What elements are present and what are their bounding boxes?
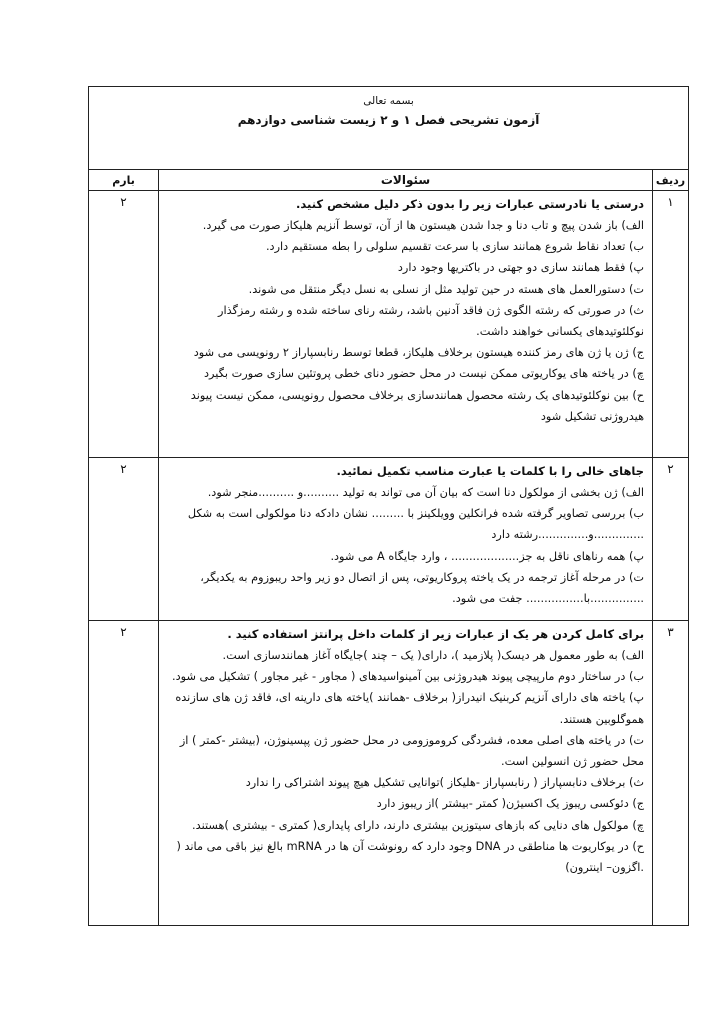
question-item: پ) همه رناهای ناقل به جز................... ، وارد جایگاه A می شود.: [330, 549, 645, 563]
question-item: الف) باز شدن پیچ و تاب دنا و جدا شدن هیستون ها از آن، توسط آنزیم هلیکاز صورت می گیرد.: [202, 219, 645, 232]
question-item: چ) مولکول های دنایی که بازهای سیتوزین بیشتری دارند، دارای پایداری( کمتری - بیشتری )هستند.: [192, 818, 645, 832]
exam-table: [88, 86, 689, 926]
exam-header-row: [89, 87, 689, 170]
exam-header: [89, 87, 689, 170]
question-item: ت) در یاخته های اصلی معده، فشردگی کروموزومی در محل حضور ژن پپسینوژن، (بیشتر -کمتر ) از محل حضور ژن انسولین است.: [179, 733, 645, 769]
question-instruction: جاهای خالی را با کلمات یا عبارت مناسب تکمیل نمائید.: [336, 464, 645, 478]
question-item: ج) دئوکسی ریبوز یک اکسیژن( کمتر -بیشتر )از ریبوز دارد: [376, 797, 645, 811]
question-item: ت) دستورالعمل های هسته در حین تولید مثل از نسلی به نسل دیگر منتقل می شوند.: [248, 282, 645, 296]
question-row-3: [89, 621, 689, 926]
exam-title: آزمون تشریحی فصل ۱ و ۲ زیست شناسی دوازدهم: [237, 113, 540, 127]
question-body: [159, 458, 653, 621]
question-item: ح) در یوکاریوت ها مناطقی در DNA وجود دارد که رونوشت آن ها در mRNA بالغ نیز باقی می ماند ( .اگزون– اینترون): [176, 839, 645, 875]
question-instruction: برای کامل کردن هر یک از عبارات زیر از کلمات داخل پرانتز استفاده کنید .: [227, 627, 645, 641]
score-column-header: بارم: [89, 170, 159, 191]
question-instruction: درستی یا نادرستی عبارات زیر را بدون ذکر دلیل مشخص کنید.: [296, 197, 645, 211]
question-item: الف) ژن بخشی از مولکول دنا است که بیان آن می تواند به تولید ..........و ..........منجر شود.: [207, 486, 645, 499]
question-number: ۱: [653, 191, 689, 458]
question-body: [159, 621, 653, 926]
question-row-1: [89, 191, 689, 458]
question-item: ت) در مرحله آغاز ترجمه در یک یاخته پروکاریوتی، پس از اتصال دو زیر واحد ریبوزوم به یکدیگر، ...............با................ جفت می شود.: [200, 570, 645, 606]
question-item: چ) در یاخته های یوکاریوتی ممکن نیست در محل حضور دنای خطی پروتئین سازی صورت بگیرد: [204, 367, 645, 381]
question-body: [159, 191, 653, 458]
question-score: ۲: [89, 621, 159, 926]
question-item: ث) برخلاف دنابسپاراز ( رنابسپاراز -هلیکاز )توانایی تشکیل هیچ پیوند اشتراکی را ندارد: [245, 776, 645, 790]
column-header-row: [89, 170, 689, 191]
row-column-header: ردیف: [653, 170, 689, 191]
question-item: ب) تعداد نقاط شروع همانند سازی با سرعت تقسیم سلولی را بطه مستقیم دارد.: [265, 240, 645, 254]
question-row-2: [89, 458, 689, 621]
question-item: ح) بین نوکلئوتیدهای یک رشته محصول همانندسازی برخلاف محصول رونویسی، ممکن نیست پیوند هیدروژنی تشکیل شود: [190, 388, 645, 423]
question-item: ب) در ساختار دوم مارپیچی پیوند هیدروژنی بین آمینواسیدهای ( مجاور - غیر مجاور ) تشکیل می شود.: [172, 670, 645, 684]
question-item: پ) فقط همانند سازی دو جهتی در باکتریها وجود دارد: [397, 261, 645, 275]
question-item: پ) یاخته های دارای آنزیم کربنیک انیدراز( برخلاف -همانند )یاخته های دارینه ای، فاقد ژن های سازنده هموگلوبین هستند.: [175, 691, 645, 726]
question-item: الف) به طور معمول هر دیسک( پلازمید )، دارای( یک – چند )جایگاه آغاز همانندسازی است.: [222, 649, 645, 662]
bismillah: بسمه تعالی: [363, 95, 414, 107]
question-item: ب) بررسی تصاویر گرفته شده فرانکلین وویلکینز با ......... نشان دادکه دنا مولکولی است به شکل ..............و..............رشته دارد: [187, 507, 645, 542]
question-score: ۲: [89, 458, 159, 621]
question-item: ج) ژن یا ژن های رمز کننده هیستون برخلاف هلیکاز، قطعا توسط رنابسپاراز ۲ رونویسی می شود: [193, 346, 645, 360]
question-number: ۳: [653, 621, 689, 926]
question-number: ۲: [653, 458, 689, 621]
question-item: ث) در صورتی که رشته الگوی ژن فاقد آدنین باشد، رشته رنای ساخته شده و رشته رمزگذار نوکلئوتیدهای یکسانی خواهند داشت.: [217, 303, 645, 339]
questions-column-header: سئوالات: [159, 170, 653, 191]
question-score: ۲: [89, 191, 159, 458]
